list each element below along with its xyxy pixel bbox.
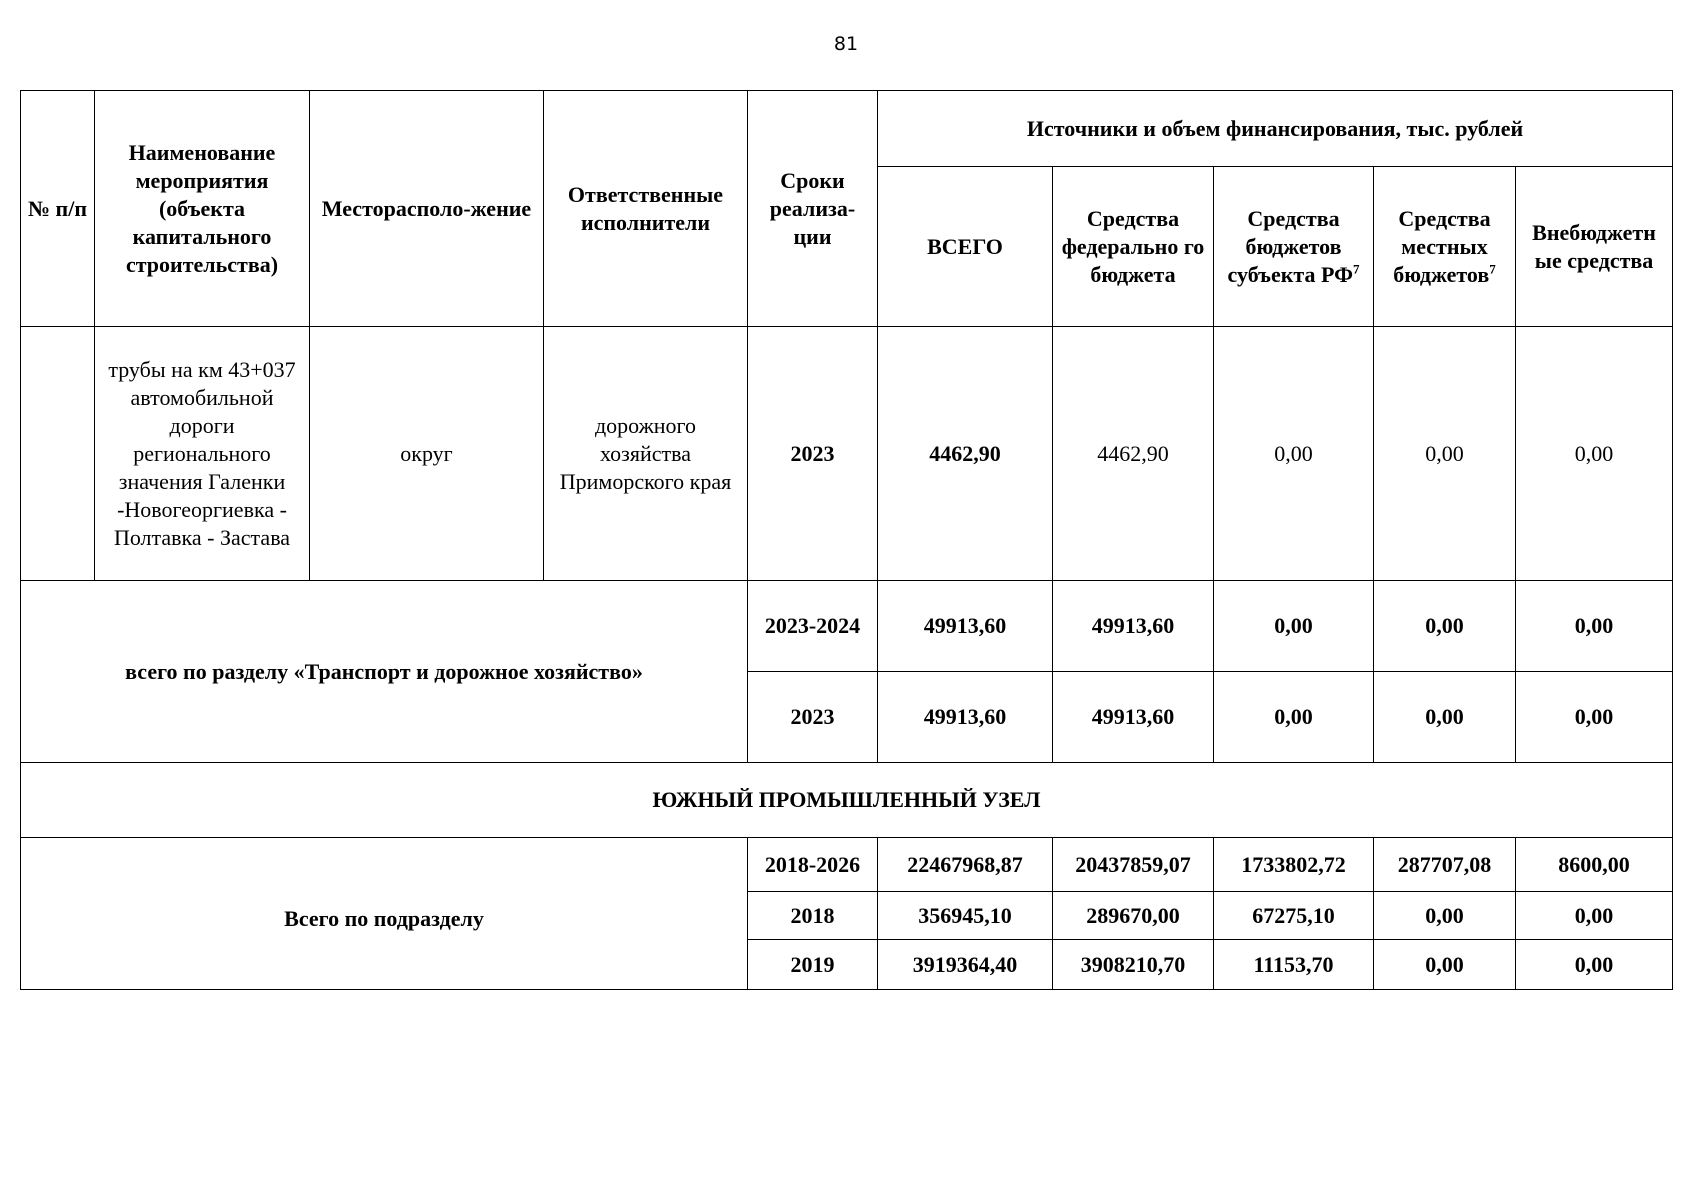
subsection-year: 2018-2026 (748, 838, 878, 892)
subsection-local: 0,00 (1374, 940, 1516, 990)
subsection-total: 356945,10 (878, 892, 1053, 940)
header-terms: Сроки реализа-ции (748, 91, 878, 327)
page-number: 81 (833, 33, 859, 55)
subsection-extra: 0,00 (1516, 940, 1673, 990)
header-subject (1214, 167, 1374, 327)
project-name: трубы на км 43+037 автомобильной дороги регионального значения Галенки -Новогеоргиевка - Полтавка - Застава (95, 327, 310, 581)
header-subject-footnote: 7 (1352, 261, 1360, 277)
node-title: ЮЖНЫЙ ПРОМЫШЛЕННЫЙ УЗЕЛ (21, 763, 1673, 838)
section-subject: 0,00 (1214, 672, 1374, 763)
subsection-year: 2018 (748, 892, 878, 940)
section-total-label: всего по разделу «Транспорт и дорожное хозяйство» (21, 581, 748, 763)
header-financing: Источники и объем финансирования, тыс. рублей (878, 91, 1673, 167)
node-title-row (21, 763, 1673, 838)
project-year: 2023 (748, 327, 878, 581)
project-responsible: дорожного хозяйства Приморского края (544, 327, 748, 581)
section-extra: 0,00 (1516, 581, 1673, 672)
financing-table (20, 90, 1673, 990)
table-row (21, 838, 1673, 892)
section-year: 2023 (748, 672, 878, 763)
subsection-federal: 289670,00 (1053, 892, 1214, 940)
header-total: ВСЕГО (878, 167, 1053, 327)
project-subject: 0,00 (1214, 327, 1374, 581)
subsection-subject: 11153,70 (1214, 940, 1374, 990)
header-local (1374, 167, 1516, 327)
subsection-subject: 1733802,72 (1214, 838, 1374, 892)
section-federal: 49913,60 (1053, 672, 1214, 763)
header-local-text: Средства местных бюджетов (1393, 205, 1491, 287)
subsection-federal: 20437859,07 (1053, 838, 1214, 892)
subsection-local: 287707,08 (1374, 838, 1516, 892)
subsection-subject: 67275,10 (1214, 892, 1374, 940)
header-num: № п/п (21, 91, 95, 327)
subsection-extra: 8600,00 (1516, 838, 1673, 892)
header-local-footnote: 7 (1489, 261, 1496, 277)
section-extra: 0,00 (1516, 672, 1673, 763)
section-total: 49913,60 (878, 581, 1053, 672)
section-total: 49913,60 (878, 672, 1053, 763)
section-year: 2023-2024 (748, 581, 878, 672)
header-location: Месторасполо-жение (310, 91, 544, 327)
table-row (21, 581, 1673, 672)
project-federal: 4462,90 (1053, 327, 1214, 581)
project-local: 0,00 (1374, 327, 1516, 581)
header-extra: Внебюджетн ые средства (1516, 167, 1673, 327)
subsection-total: 22467968,87 (878, 838, 1053, 892)
section-local: 0,00 (1374, 672, 1516, 763)
subsection-extra: 0,00 (1516, 892, 1673, 940)
subsection-total: 3919364,40 (878, 940, 1053, 990)
subsection-local: 0,00 (1374, 892, 1516, 940)
section-federal: 49913,60 (1053, 581, 1214, 672)
header-responsible: Ответственные исполнители (544, 91, 748, 327)
project-location: округ (310, 327, 544, 581)
subsection-year: 2019 (748, 940, 878, 990)
project-extra: 0,00 (1516, 327, 1673, 581)
header-federal: Средства федерально го бюджета (1053, 167, 1214, 327)
table-row (21, 327, 1673, 581)
section-subject: 0,00 (1214, 581, 1374, 672)
project-total: 4462,90 (878, 327, 1053, 581)
subsection-total-label: Всего по подразделу (21, 838, 748, 990)
header-name: Наименование мероприятия (объекта капитального строительства) (95, 91, 310, 327)
section-local: 0,00 (1374, 581, 1516, 672)
project-num (21, 327, 95, 581)
header-row-top (21, 91, 1673, 167)
subsection-federal: 3908210,70 (1053, 940, 1214, 990)
header-subject-text: Средства бюджетов субъекта РФ (1227, 205, 1353, 287)
